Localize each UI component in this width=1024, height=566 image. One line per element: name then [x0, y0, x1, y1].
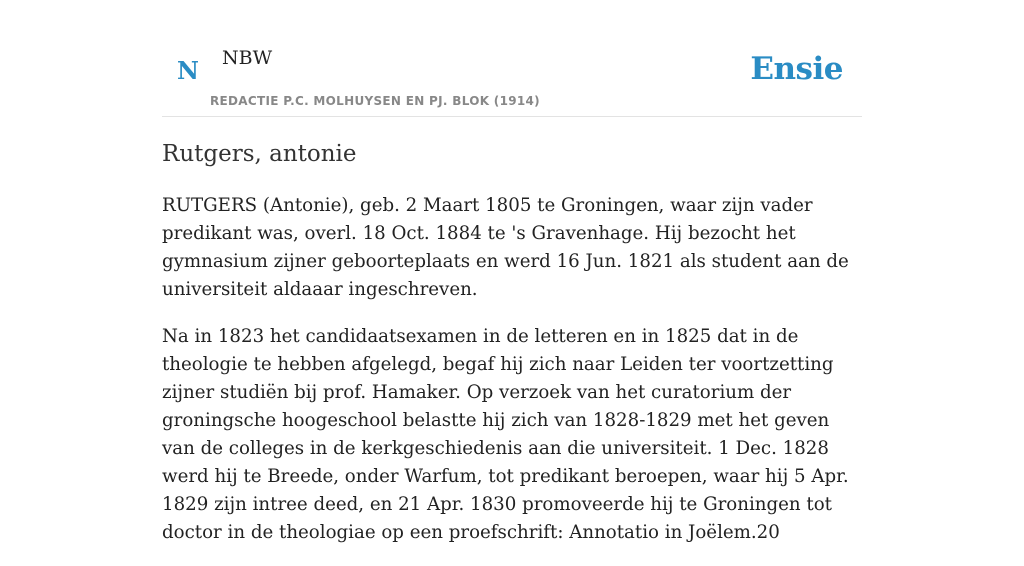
article-paragraph: Na in 1823 het candidaatsexamen in de letteren en in 1825 dat in de theologie te hebben afgelegd, begaf hij zich naar Leiden ter voortzetting zijner studiën bij prof. Hamaker. Op verzoek van het curatorium der groningsche hoogeschool belastte hij zich van 1828-1829 met het geven van de colleges in de kerkgeschiedenis aan die universiteit. 1 Dec. 1828 werd hij te Breede, onder Warfum, tot predikant beroepen, waar hij 5 Apr. 1829 zijn intree deed, en 21 Apr. 1830 promoveerde hij te Groningen tot doctor in de theologiae op een proefschrift: Annotatio in Joëlem.20	[162, 326, 849, 543]
source-title[interactable]: NBW	[222, 47, 273, 69]
source-logo[interactable]: N	[177, 56, 199, 85]
article	[162, 136, 862, 566]
header	[162, 0, 862, 117]
source-subtitle: REDACTIE P.C. MOLHUYSEN EN PJ. BLOK (1914)	[210, 94, 540, 108]
article-body	[162, 192, 862, 547]
article-title: Rutgers, antonie	[162, 141, 357, 167]
brand-logo[interactable]: Ensie	[750, 51, 843, 87]
article-paragraph: RUTGERS (Antonie), geb. 2 Maart 1805 te Groningen, waar zijn vader predikant was, overl. 18 Oct. 1884 te 's Gravenhage. Hij bezocht het gymnasium zijner geboorteplaats en werd 16 Jun. 1821 als student aan de universiteit aldaaar ingeschreven.	[162, 195, 849, 300]
